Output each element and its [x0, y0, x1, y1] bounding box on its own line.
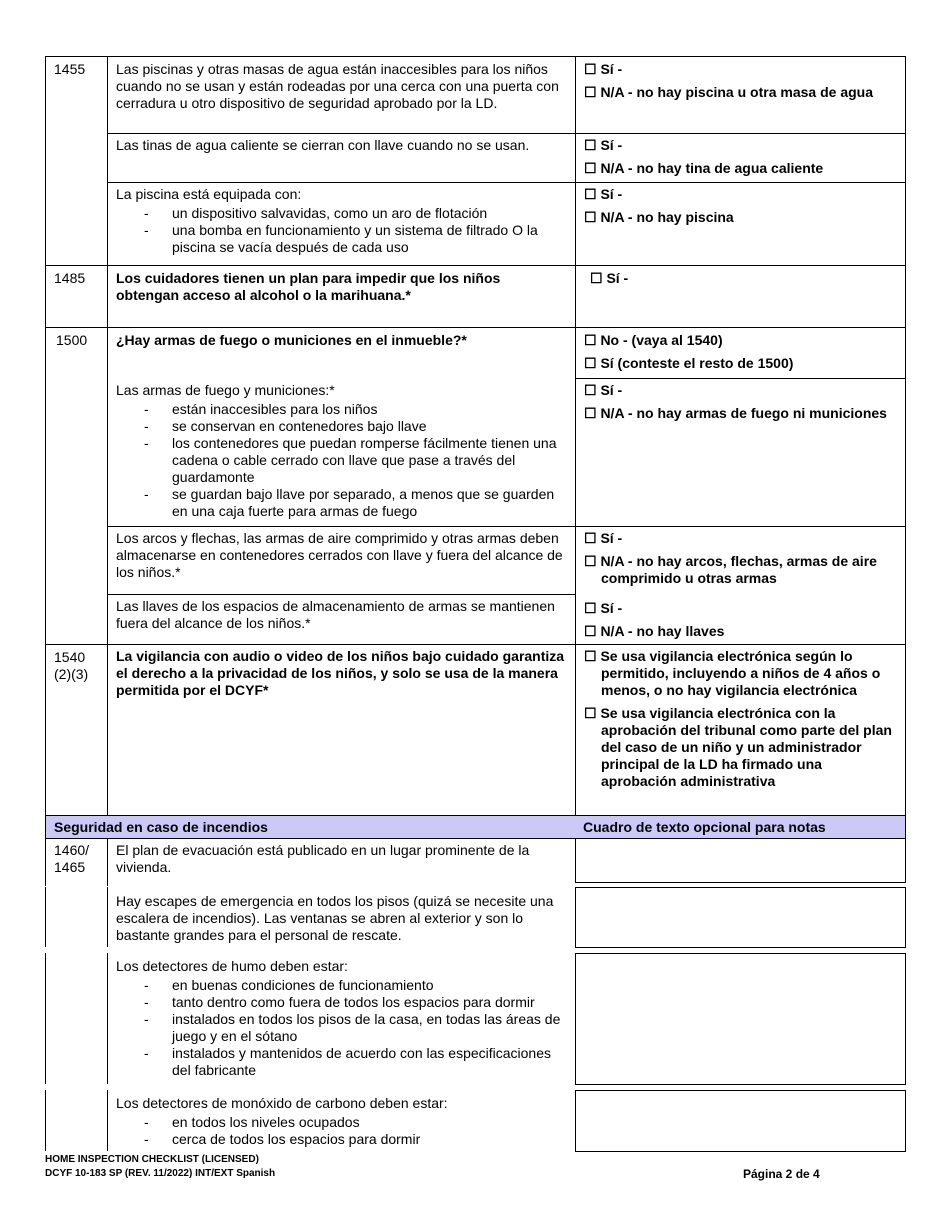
- bullet-item: - se guardan bajo llave por separado, a menos que se guarden en una caja fuerte para armas de fuego: [116, 486, 567, 520]
- row-1485-item: [107, 265, 576, 328]
- row-1500-item1: [107, 378, 576, 527]
- row-1460-number-cont2: [45, 953, 108, 1084]
- item-text: Las piscinas y otras masas de agua están inaccesibles para los niños cuando no se usan y están rodeadas por una cerca con una puerta con cerradura u otro dispositivo de seguridad aprobado por la LD.: [116, 61, 559, 111]
- row-1540-number: [45, 644, 108, 816]
- checkbox-na[interactable]: ☐ N/A - no hay piscina u otra masa de agua: [584, 84, 873, 100]
- bullet-list: [116, 1114, 568, 1148]
- item-text: Los detectores de humo deben estar:: [116, 958, 348, 974]
- row-1455-item2: [107, 133, 576, 183]
- notes-title: Cuadro de texto opcional para notas: [583, 819, 826, 835]
- item-text: Las armas de fuego y municiones:*: [116, 382, 335, 398]
- row-1500-item2-answers: [575, 526, 906, 595]
- item-text: ¿Hay armas de fuego o municiones en el inmueble?*: [116, 332, 467, 348]
- notes-box-2[interactable]: [575, 887, 906, 948]
- section-title: Seguridad en caso de incendios: [54, 819, 268, 835]
- row-number-line1: 1460/: [54, 842, 90, 858]
- bullet-item: - en buenas condiciones de funcionamiento: [116, 977, 568, 994]
- checkbox-na[interactable]: ☐ N/A - no hay piscina: [584, 209, 734, 225]
- bullet-list: [116, 977, 568, 1079]
- bullet-item: - instalados y mantenidos de acuerdo con las especificaciones del fabricante: [116, 1045, 568, 1079]
- checkbox-yes[interactable]: ☐ Sí (conteste el resto de 1500): [584, 355, 794, 371]
- bullet-item: - se conservan en contenedores bajo llave: [116, 418, 567, 435]
- checkbox-electronic-permitted[interactable]: ☐ Se usa vigilancia electrónica según lo permitido, incluyendo a niños de 4 años o menos, o no hay vigilancia electrónica: [584, 648, 881, 698]
- row-1485-number: [45, 265, 108, 328]
- fire-item1: [107, 838, 576, 886]
- row-1500-number: [45, 327, 108, 645]
- checkbox-na[interactable]: ☐ N/A - no hay llaves: [584, 623, 725, 639]
- bullet-list: [116, 401, 567, 520]
- page-number: Página 2 de 4: [743, 1167, 820, 1181]
- row-1455-item1: [107, 56, 576, 134]
- row-1460-number: [45, 838, 108, 886]
- notes-box-4[interactable]: [575, 1090, 906, 1152]
- checkbox-yes[interactable]: ☐ Sí -: [584, 382, 623, 398]
- bullet-item: - los contenedores que puedan romperse fácilmente tienen una cadena o cable cerrado con llave que pase a través del guardamonte: [116, 435, 567, 486]
- bullet-list: [116, 205, 567, 256]
- item-text: La vigilancia con audio o video de los niños bajo cuidado garantiza el derecho a la privacidad de los niños, y solo se usa de la manera permitida por el DCYF*: [116, 648, 565, 698]
- item-text: El plan de evacuación está publicado en un lugar prominente de la vivienda.: [116, 842, 530, 875]
- checkbox-yes[interactable]: ☐ Sí -: [584, 61, 623, 77]
- fire-item4: [107, 1091, 576, 1152]
- row-number: 1455: [54, 61, 86, 77]
- checkbox-yes[interactable]: ☐ Sí -: [584, 186, 623, 202]
- section-header-fire-safety: [45, 815, 576, 839]
- row-number-line1: 1540: [54, 649, 86, 665]
- row-1455-item2-answers: [575, 133, 906, 183]
- item-text: Las tinas de agua caliente se cierran con llave cuando no se usan.: [116, 137, 530, 153]
- checkbox-yes[interactable]: ☐ Sí -: [590, 270, 629, 286]
- notes-box-1[interactable]: [575, 838, 906, 883]
- fire-item2: [107, 889, 576, 949]
- row-number: 1485: [54, 270, 86, 286]
- row-1455-item3: [107, 182, 576, 266]
- row-1500-question: [107, 327, 576, 379]
- item-text: Los cuidadores tienen un plan para impedir que los niños obtengan acceso al alcohol o la marihuana.*: [116, 270, 501, 303]
- notes-box-3[interactable]: [575, 953, 906, 1085]
- checkbox-na[interactable]: ☐ N/A - no hay arcos, flechas, armas de aire comprimido u otras armas: [584, 553, 877, 586]
- checkbox-no[interactable]: ☐ No - (vaya al 1540): [584, 332, 723, 348]
- row-1485-answers: [575, 265, 906, 328]
- checkbox-yes[interactable]: ☐ Sí -: [584, 137, 623, 153]
- bullet-item: - en todos los niveles ocupados: [116, 1114, 568, 1131]
- footer-form-number: DCYF 10-183 SP (REV. 11/2022) INT/EXT Spanish: [45, 1168, 276, 1179]
- row-1500-item3: [107, 594, 576, 645]
- footer-form-title: HOME INSPECTION CHECKLIST (LICENSED): [45, 1154, 259, 1165]
- bullet-item: - instalados en todos los pisos de la casa, en todas las áreas de juego y en el sótano: [116, 1011, 568, 1045]
- checkbox-na[interactable]: ☐ N/A - no hay tina de agua caliente: [584, 160, 824, 176]
- checkbox-yes[interactable]: ☐ Sí -: [584, 530, 623, 546]
- row-1500-question-answers: [575, 327, 906, 379]
- row-1500-item1-answers: [575, 378, 906, 527]
- row-number-line2: 1465: [54, 859, 86, 875]
- section-header-notes: [575, 815, 906, 839]
- item-text: Los arcos y flechas, las armas de aire comprimido y otras armas deben almacenarse en contenedores cerrados con llave y fuera del alcance de los niños.*: [116, 530, 563, 580]
- bullet-item: - están inaccesibles para los niños: [116, 401, 567, 418]
- row-1460-number-cont3: [45, 1090, 108, 1151]
- row-1540-item: [107, 644, 576, 816]
- bullet-item: - un dispositivo salvavidas, como un aro de flotación: [116, 205, 567, 222]
- checkbox-yes[interactable]: ☐ Sí -: [584, 600, 623, 616]
- row-1455-item3-answers: [575, 182, 906, 266]
- bullet-item: - una bomba en funcionamiento y un sistema de filtrado O la piscina se vacía después de cada uso: [116, 222, 567, 256]
- bullet-item: - tanto dentro como fuera de todos los espacios para dormir: [116, 994, 568, 1011]
- checkbox-na[interactable]: ☐ N/A - no hay armas de fuego ni municiones: [584, 405, 887, 421]
- fire-item3: [107, 954, 576, 1085]
- row-number: 1500: [56, 332, 88, 348]
- row-number-line2: (2)(3): [54, 666, 89, 682]
- row-1455-number: [45, 56, 108, 266]
- row-1460-number-cont: [45, 887, 108, 947]
- item-text: Hay escapes de emergencia en todos los pisos (quizá se necesite una escalera de incendios). Las ventanas se abren al exterior y son lo bastante grandes para el personal de rescate.: [116, 893, 554, 943]
- row-1500-item3-answers: [575, 594, 906, 645]
- row-1455-item1-answers: [575, 56, 906, 134]
- row-1500-item2: [107, 526, 576, 595]
- row-1540-answers: [575, 644, 906, 816]
- item-text: Los detectores de monóxido de carbono deben estar:: [116, 1095, 448, 1111]
- item-text: Las llaves de los espacios de almacenamiento de armas se mantienen fuera del alcance de los niños.*: [116, 598, 555, 631]
- checkbox-electronic-court-approved[interactable]: ☐ Se usa vigilancia electrónica con la aprobación del tribunal como parte del plan del caso de un niño y un administrador principal de la LD ha firmado una aprobación administrativa: [584, 705, 892, 789]
- bullet-item: - cerca de todos los espacios para dormir: [116, 1131, 568, 1148]
- item-text: La piscina está equipada con:: [116, 186, 302, 202]
